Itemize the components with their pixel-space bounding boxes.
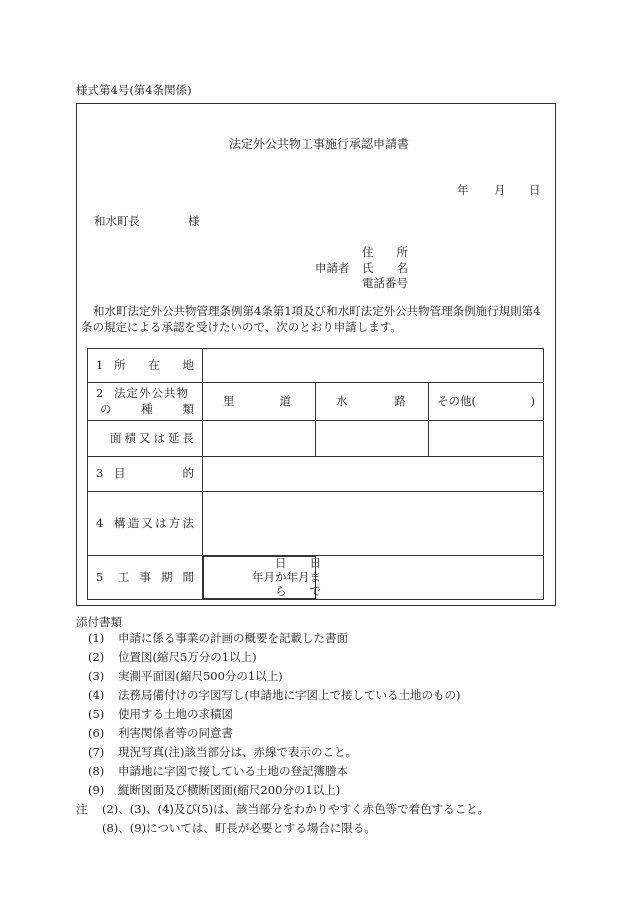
row-number: 1	[96, 357, 104, 372]
period-end-day: 日まで	[309, 556, 321, 598]
applicant-name-label: 氏 名	[362, 261, 408, 275]
location-label-cell	[88, 349, 203, 383]
table-row-type	[88, 383, 544, 421]
type-option-other-close: )	[530, 393, 536, 408]
applicant-label: 申請者	[315, 261, 350, 275]
structure-value-cell[interactable]	[203, 492, 544, 556]
attachment-item: (1) 申請に係る事業の計画の概要を記載した書面	[88, 631, 348, 645]
applicant-address-label: 住 所	[362, 245, 408, 259]
attachment-item: (4) 法務局備付けの字図写し(申請地に字図上で接している土地のもの)	[88, 688, 461, 702]
area-label-cell	[88, 421, 203, 457]
type-option-sato-michi[interactable]: 里 道	[203, 383, 316, 421]
attachment-item: (5) 使用する土地の求積図	[88, 707, 233, 721]
attachment-item: (2) 位置図(縮尺5万分の1以上)	[88, 650, 257, 664]
row-number: 5	[96, 569, 104, 584]
structure-label: 構 造 又 は 方 法	[114, 515, 194, 530]
attachment-item: (3) 実測平面図(縮尺500分の1以上)	[88, 669, 283, 683]
attachment-item: (8) 申請地に字図で接している土地の登記簿謄本	[88, 764, 348, 778]
body-text-line-1: 和水町法定外公共物管理条例第4条第1項及び和水町法定外公共物管理条例施行規則第4	[93, 304, 541, 318]
notes-line-2: (8)、(9)については、町長が必要とする場合に限る。	[102, 821, 376, 835]
date-month-label: 月	[494, 183, 506, 197]
purpose-value-cell[interactable]	[203, 457, 544, 492]
attachment-item: (7) 現況写真(注)該当部分は、赤線で表示のこと。	[88, 745, 357, 759]
body-text-line-2: 条の規定による承認を受けたいので、次のとおり申請します。	[81, 320, 402, 334]
table-row-purpose	[88, 457, 544, 492]
area-value-other[interactable]	[429, 421, 544, 457]
period-start-month: 月	[263, 569, 275, 584]
document-title: 法定外公共物工事施行承認申請書	[229, 137, 410, 151]
structure-label-cell	[88, 492, 203, 556]
attachments-heading: 添付書類	[76, 615, 122, 629]
form-number: 様式第4号(第4条関係)	[76, 83, 192, 97]
attachment-item: (9) 縦断図面及び横断図面(縮尺200分の1以上)	[88, 783, 341, 797]
area-label: 面 積 又 は 延 長	[110, 430, 194, 445]
period-label-cell	[88, 556, 203, 600]
date-day-label: 日	[529, 183, 541, 197]
purpose-label: 目 的	[114, 466, 194, 481]
period-start-year: 年	[252, 569, 264, 584]
type-option-other-label: その他(	[437, 393, 476, 408]
row-number: 2	[96, 385, 104, 400]
type-option-suiro[interactable]: 水 路	[316, 383, 429, 421]
area-value-sato-michi[interactable]	[203, 421, 316, 457]
notes-line-1: (2)、(3)、(4)及び(5)は、該当部分をわかりやすく赤色等で着色すること。	[102, 802, 490, 816]
table-row-structure	[88, 492, 544, 556]
type-label-line-2: の 種 類	[100, 401, 194, 416]
purpose-label-cell	[88, 457, 203, 492]
area-value-suiro[interactable]	[316, 421, 429, 457]
period-value-cell[interactable]	[203, 556, 321, 599]
date-year-label: 年	[457, 183, 469, 197]
period-end-month: 月	[298, 569, 310, 584]
application-table	[87, 348, 544, 600]
type-label-cell	[88, 383, 203, 421]
addressee-honorific: 様	[188, 214, 200, 228]
addressee-name: 和水町長	[94, 214, 140, 228]
type-label-line-1: 法定外公共物	[114, 385, 189, 400]
row-number: 3	[96, 466, 104, 481]
period-end-year: 年	[286, 569, 298, 584]
applicant-phone-label: 電話番号	[362, 276, 408, 290]
table-row-period	[88, 556, 544, 600]
location-value-cell[interactable]	[203, 349, 544, 383]
table-row-area	[88, 421, 544, 457]
type-option-other[interactable]	[429, 383, 544, 421]
row-number: 4	[96, 515, 104, 530]
notes-label: 注	[76, 802, 88, 816]
table-row-location	[88, 349, 544, 383]
location-label: 所 在 地	[114, 357, 194, 372]
period-start-day: 日から	[275, 556, 287, 598]
period-label: 工 事 期 間	[118, 569, 194, 584]
attachment-item: (6) 利害関係者等の同意書	[88, 726, 233, 740]
